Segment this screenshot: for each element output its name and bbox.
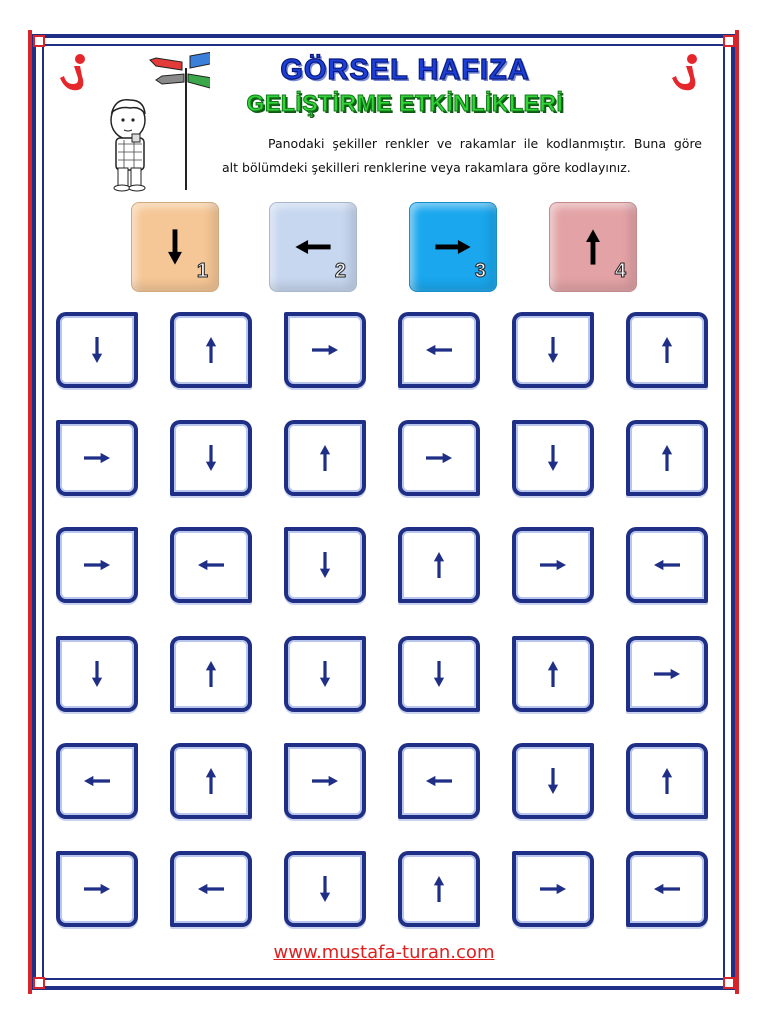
arrow-right-icon	[288, 316, 362, 384]
arrow-tile	[170, 312, 252, 388]
arrow-tile	[626, 743, 708, 819]
arrow-down-icon	[516, 747, 590, 815]
arrow-down-icon	[174, 424, 248, 492]
arrow-tile	[56, 312, 138, 388]
arrow-left-icon	[630, 855, 704, 923]
arrow-tile	[512, 851, 594, 927]
arrow-right-icon	[60, 531, 134, 599]
arrow-tile	[512, 743, 594, 819]
page-title: GÖRSEL HAFIZA	[280, 54, 530, 86]
arrow-tile	[626, 420, 708, 496]
arrow-up-icon	[630, 747, 704, 815]
frame-corner	[33, 977, 45, 989]
arrow-tile	[398, 743, 480, 819]
arrow-tile	[56, 636, 138, 712]
arrow-right-icon	[630, 640, 704, 708]
arrow-up-icon	[174, 747, 248, 815]
arrow-tile	[398, 420, 480, 496]
thinking-boy-signpost-icon	[100, 48, 210, 196]
legend-number: 3	[474, 260, 486, 282]
legend-number: 1	[196, 260, 208, 282]
arrow-left-icon	[60, 747, 134, 815]
frame-corner	[33, 35, 45, 47]
arrow-right-icon	[402, 424, 476, 492]
legend-key-right	[409, 202, 497, 292]
arrow-up-icon	[516, 640, 590, 708]
arrow-left-icon	[402, 316, 476, 384]
arrow-tile	[170, 527, 252, 603]
arrow-tile	[284, 636, 366, 712]
arrow-tile	[512, 527, 594, 603]
arrow-left-icon	[174, 855, 248, 923]
footer-url[interactable]: www.mustafa-turan.com	[273, 942, 495, 963]
arrow-right-icon	[516, 531, 590, 599]
instruction-line: Panodaki şekiller renkler ve rakamlar ile kodlanmıştır. Buna göre	[268, 136, 702, 151]
arrow-tile	[512, 312, 594, 388]
brand-logo-icon	[668, 52, 708, 96]
frame-corner	[723, 35, 735, 47]
page-subtitle: GELİŞTİRME ETKİNLİKLERİ	[246, 90, 564, 116]
arrow-tile	[284, 743, 366, 819]
arrow-tile	[284, 420, 366, 496]
arrow-tile	[626, 312, 708, 388]
arrow-up-icon	[174, 640, 248, 708]
arrow-tile	[170, 636, 252, 712]
arrow-tile	[398, 851, 480, 927]
arrow-right-icon	[288, 747, 362, 815]
frame-corner	[723, 977, 735, 989]
arrow-tile	[626, 527, 708, 603]
instructions	[222, 132, 702, 180]
arrow-tile	[626, 636, 708, 712]
arrow-right-icon	[60, 424, 134, 492]
arrow-down-icon	[60, 640, 134, 708]
legend-key-left	[269, 202, 357, 292]
arrow-tile	[170, 420, 252, 496]
arrow-down-icon	[288, 855, 362, 923]
arrow-up-icon	[174, 316, 248, 384]
arrow-tile	[398, 636, 480, 712]
arrow-tile	[56, 420, 138, 496]
arrow-up-icon	[288, 424, 362, 492]
arrow-down-icon	[516, 424, 590, 492]
legend-number: 4	[614, 260, 626, 282]
arrow-tile	[284, 527, 366, 603]
legend-key-up	[549, 202, 637, 292]
arrow-tile	[398, 527, 480, 603]
arrow-down-icon	[288, 531, 362, 599]
arrow-down-icon	[60, 316, 134, 384]
arrow-tile	[512, 636, 594, 712]
arrow-tile	[284, 851, 366, 927]
frame-red-right	[735, 30, 739, 994]
arrow-up-icon	[630, 424, 704, 492]
arrow-right-icon	[516, 855, 590, 923]
legend-key-down	[131, 202, 219, 292]
arrow-up-icon	[402, 855, 476, 923]
arrow-tile	[56, 851, 138, 927]
arrow-up-icon	[402, 531, 476, 599]
arrow-left-icon	[174, 531, 248, 599]
arrow-tile	[626, 851, 708, 927]
arrow-up-icon	[630, 316, 704, 384]
arrow-left-icon	[630, 531, 704, 599]
arrow-down-icon	[516, 316, 590, 384]
arrow-tile	[170, 851, 252, 927]
legend-number: 2	[334, 260, 346, 282]
arrow-down-icon	[288, 640, 362, 708]
arrow-right-icon	[60, 855, 134, 923]
arrow-down-icon	[402, 640, 476, 708]
arrow-tile	[398, 312, 480, 388]
brand-logo-icon	[56, 52, 96, 96]
instruction-line: alt bölümdeki şekilleri renklerine veya rakamlara göre kodlayınız.	[222, 160, 631, 175]
arrow-tile	[284, 312, 366, 388]
arrow-tile	[512, 420, 594, 496]
arrow-tile	[56, 743, 138, 819]
arrow-tile	[170, 743, 252, 819]
arrow-left-icon	[402, 747, 476, 815]
arrow-tile	[56, 527, 138, 603]
